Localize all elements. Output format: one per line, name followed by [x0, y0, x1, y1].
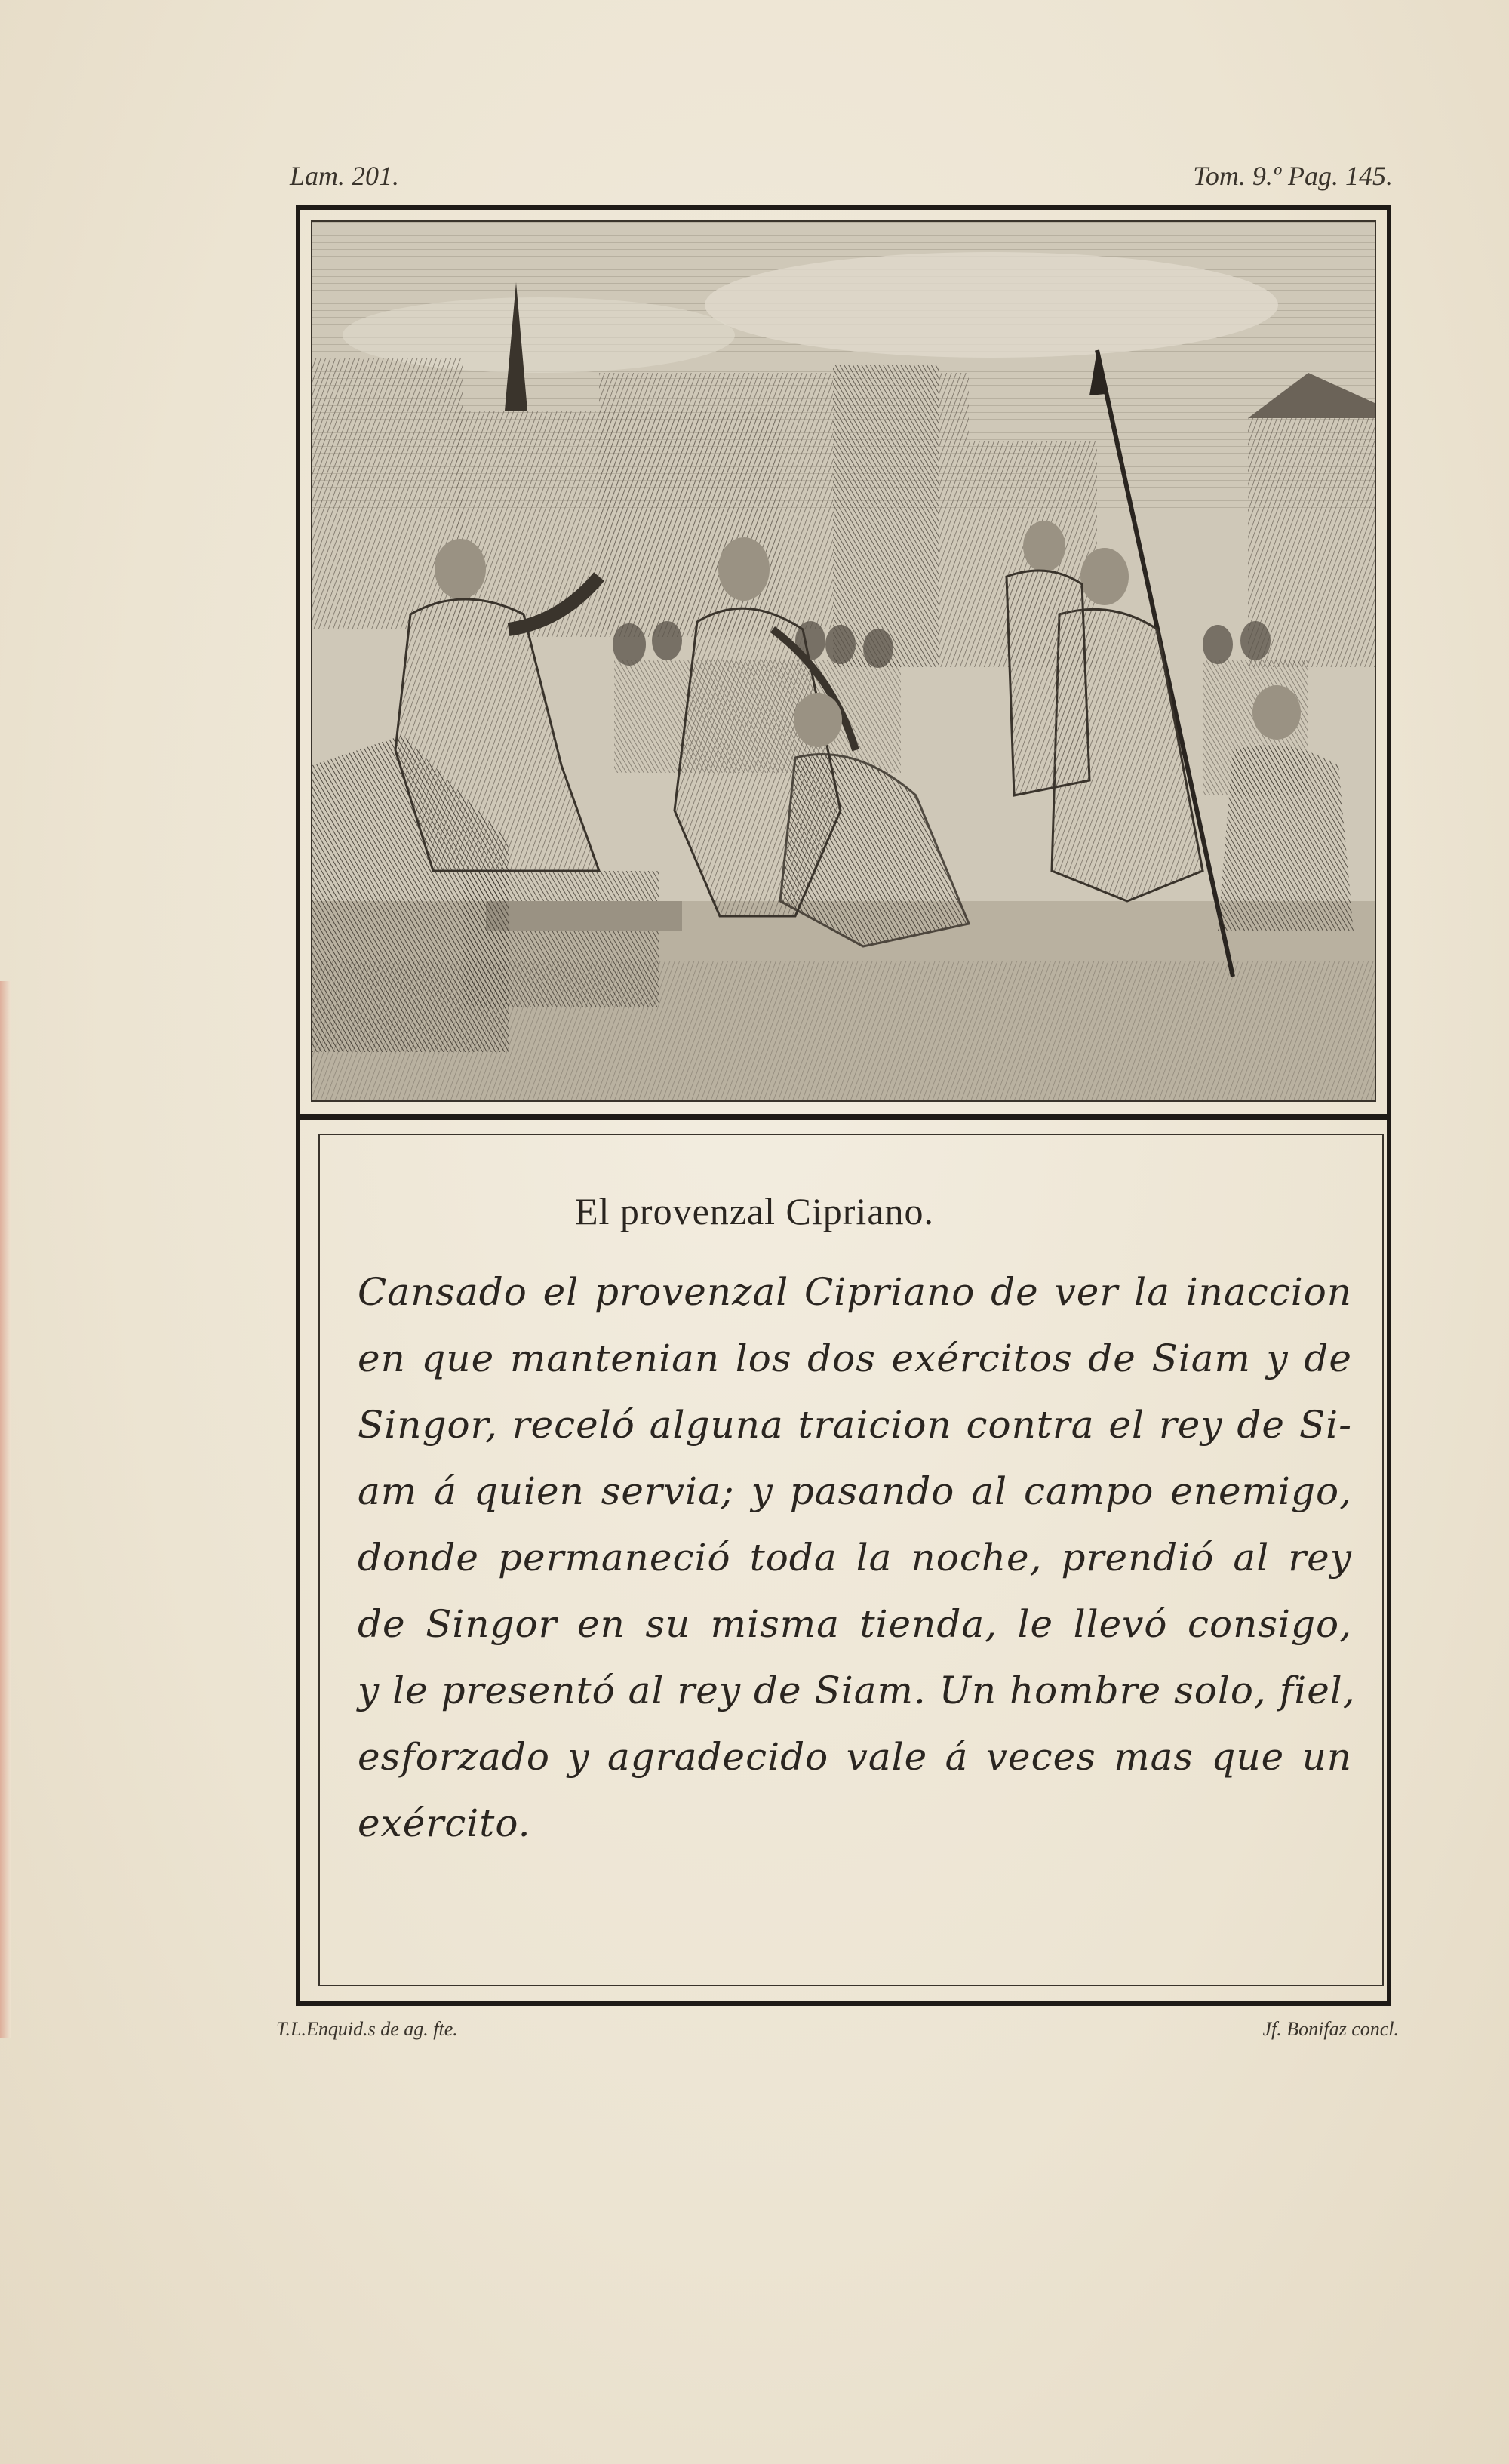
caption-line: esforzado y agradecido vale á veces mas que un: [358, 1735, 1352, 1779]
frame-divider: [296, 1114, 1391, 1120]
caption-line: exército.: [358, 1801, 531, 1845]
caption-line: Singor, receló alguna traicion contra el rey de Si-: [358, 1403, 1352, 1447]
plate-number: Lam. 201.: [290, 161, 400, 191]
caption-line: en que mantenian los dos exércitos de Siam y de: [358, 1337, 1352, 1380]
stained-edge: [0, 981, 11, 2038]
volume-page: Tom. 9.º Pag. 145.: [1193, 161, 1393, 191]
engraving-illustration: [311, 220, 1376, 1102]
caption-line: de Singor en su misma tienda, le llevó consigo,: [358, 1602, 1352, 1646]
caption-line: Cansado el provenzal Cipriano de ver la inaccion: [358, 1270, 1352, 1314]
caption-line: am á quien servia; y pasando al campo enemigo,: [358, 1469, 1352, 1513]
caption-line: y le presentó al rey de Siam. Un hombre solo, fiel,: [358, 1669, 1356, 1712]
engraving-svg: [312, 222, 1375, 1100]
caption-line: donde permaneció toda la noche, prendió al rey: [358, 1536, 1352, 1580]
engraver-credit-left: T.L.Enquid.s de ag. fte.: [276, 2018, 458, 2040]
caption-title: El provenzal Cipriano.: [574, 1190, 935, 1232]
engraver-credit-right: Jf. Bonifaz concl.: [1262, 2018, 1399, 2040]
caption-body: [358, 1259, 1356, 1856]
